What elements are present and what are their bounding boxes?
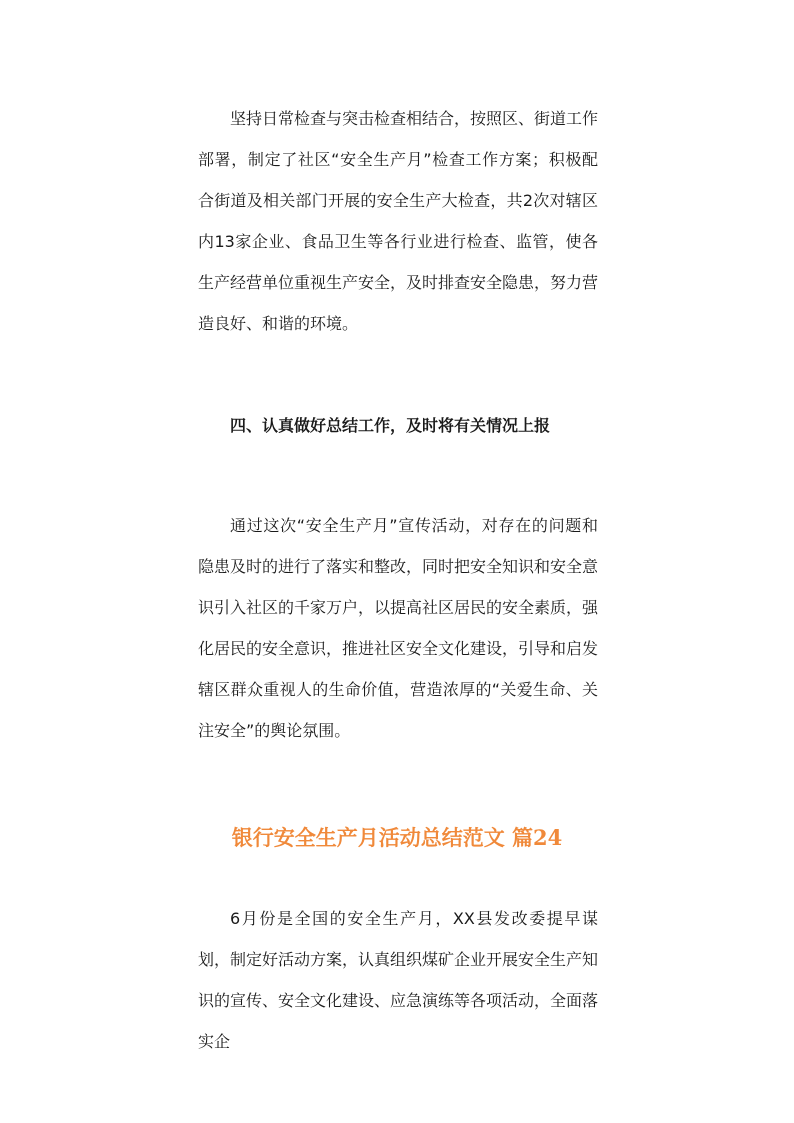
body-paragraph-inspection: 坚持日常检查与突击检查相结合，按照区、街道工作部署，制定了社区“安全生产月”检查工作方案；积极配合街道及相关部门开展的安全生产大检查，共2次对辖区内13家企业、食品卫生等各行业进行检查、监管，使各生产经营单位重视生产安全，及时排查安全隐患，努力营造良好、和谐的环境。 — [198, 109, 599, 333]
body-paragraph-june-safety-month: 6月份是全国的安全生产月，XX县发改委提早谋划，制定好活动方案，认真组织煤矿企业开展安全生产知识的宣传、安全文化建设、应急演练等各项活动，全面落实企 — [198, 909, 599, 1051]
section-heading-summary: 四、认真做好总结工作，及时将有关情况上报 — [230, 416, 551, 435]
body-paragraph-campaign-result: 通过这次“安全生产月”宣传活动，对存在的问题和隐患及时的进行了落实和整改，同时把安全知识和安全意识引入社区的千家万户，以提高社区居民的安全素质，强化居民的安全意识，推进社区安全文化建设，引导和启发辖区群众重视人的生命价值，营造浓厚的“关爱生命、关注安全”的舆论氛围。 — [198, 516, 599, 740]
article-title: 银行安全生产月活动总结范文 篇24 — [231, 825, 563, 850]
